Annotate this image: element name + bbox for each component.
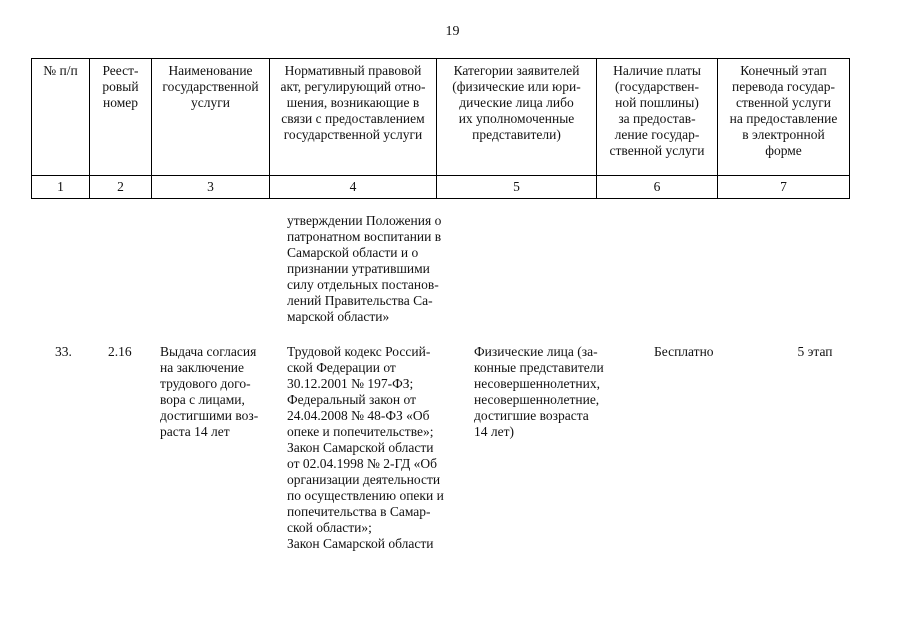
col-number: 4 (270, 176, 437, 199)
services-table-header (31, 58, 850, 199)
header-row (32, 59, 850, 176)
page-number: 19 (445, 24, 460, 39)
col-number: 2 (90, 176, 152, 199)
row-fee: Бесплатно (654, 344, 714, 359)
row-applicants: Физические лица (за- конные представители несовершеннолетних, несовершеннолетние, достигшие возраста 14 лет) (474, 344, 604, 439)
row-number: 33. (55, 344, 72, 359)
col-header-final-stage: Конечный этап перевода государ- ственной услуги на предоставление в электронной форме (718, 59, 850, 176)
column-number-row (32, 176, 850, 199)
col-number: 7 (718, 176, 850, 199)
col-header-applicants: Категории заявителей (физические или юри- дические лица либо их уполномоченные представители) (437, 59, 597, 176)
col-number: 1 (32, 176, 90, 199)
row-legal-act: Трудовой кодекс Россий- ской Федерации от 30.12.2001 № 197-ФЗ; Федеральный закон от 24.04.2008 № 48-ФЗ «Об опеке и попечительстве»; Закон Самарской области от 02.04.1998 № 2-ГД «Об организации деятельности по осуществлению опеки и попечительства в Самар- ской области»; Закон Самарской области (287, 344, 444, 551)
col-number: 6 (597, 176, 718, 199)
col-header-legal-act: Нормативный правовой акт, регулирующий отно- шения, возникающие в связи с предоставлением государственной услуги (270, 59, 437, 176)
col-number: 5 (437, 176, 597, 199)
row-registry-number: 2.16 (108, 344, 132, 359)
continuation-legal-act: утверждении Положения о патронатном воспитании в Самарской области и о признании утратившими силу отдельных постанов- лений Правительства Са- марской области» (287, 213, 442, 324)
col-header-number: № п/п (32, 59, 90, 176)
row-final-stage: 5 этап (797, 344, 833, 359)
col-header-service-name: Наименование государственной услуги (152, 59, 270, 176)
col-header-registry: Реест- ровый номер (90, 59, 152, 176)
col-number: 3 (152, 176, 270, 199)
row-service-name: Выдача согласия на заключение трудового дого- вора с лицами, достигшими воз- раста 14 лет (160, 344, 259, 439)
col-header-fee: Наличие платы (государствен- ной пошлины) за предостав- ление государ- ственной услуги (597, 59, 718, 176)
